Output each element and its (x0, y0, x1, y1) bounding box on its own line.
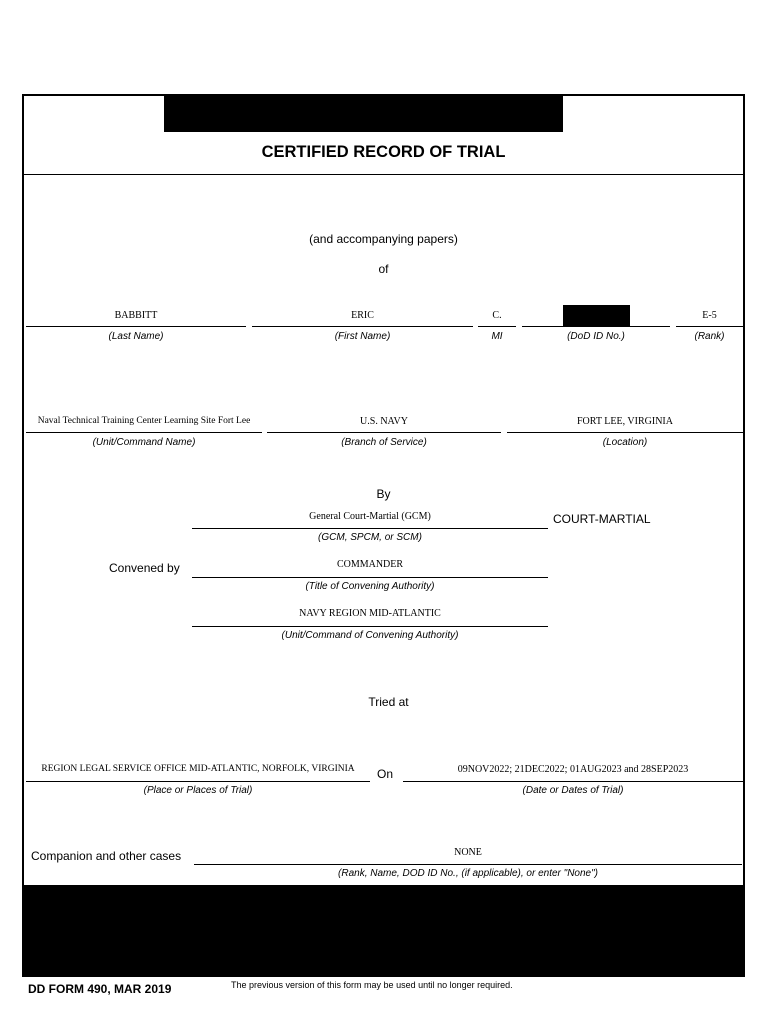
form-title: CERTIFIED RECORD OF TRIAL (261, 143, 506, 161)
first-name-caption: (First Name) (334, 331, 391, 342)
last-name-caption: (Last Name) (108, 331, 164, 342)
companion-cases-caption: (Rank, Name, DOD ID No., (if applicable), or enter "None") (338, 868, 598, 879)
bottom-redaction-block (23, 885, 745, 977)
rank-line (676, 326, 743, 327)
companion-cases-label: Companion and other cases (31, 849, 182, 863)
title-divider (23, 174, 744, 175)
unit-name-line (26, 432, 262, 433)
dod-id-caption: (DoD ID No.) (567, 331, 625, 342)
court-type-field[interactable]: General Court-Martial (GCM) (309, 511, 431, 522)
footer-form-id: DD FORM 490, MAR 2019 (28, 982, 172, 996)
of-text: of (378, 262, 389, 276)
mi-caption: MI (491, 331, 503, 342)
branch-line (267, 432, 501, 433)
court-martial-text: COURT-MARTIAL (553, 512, 651, 526)
court-type-line (192, 528, 548, 529)
branch-caption: (Branch of Service) (341, 437, 427, 448)
last-name-line (26, 326, 246, 327)
trial-place-line (26, 781, 370, 782)
form-subtitle: (and accompanying papers) (309, 232, 458, 246)
branch-field[interactable]: U.S. NAVY (360, 416, 408, 427)
tried-at-text: Tried at (368, 695, 409, 709)
footer-note: The previous version of this form may be used until no longer required. (231, 980, 513, 990)
convening-title-line (192, 577, 548, 578)
last-name-field[interactable]: BABBITT (114, 310, 158, 321)
unit-name-field[interactable]: Naval Technical Training Center Learning Site Fort Lee (37, 416, 251, 426)
trial-dates-line (403, 781, 743, 782)
rank-caption: (Rank) (694, 331, 725, 342)
unit-name-caption: (Unit/Command Name) (92, 437, 196, 448)
mi-line (478, 326, 516, 327)
location-line (507, 432, 743, 433)
location-field[interactable]: FORT LEE, VIRGINIA (577, 416, 673, 427)
first-name-field[interactable]: ERIC (351, 310, 374, 321)
trial-dates-field[interactable]: 09NOV2022; 21DEC2022; 01AUG2023 and 28SEP2023 (457, 764, 689, 775)
trial-dates-caption: (Date or Dates of Trial) (522, 785, 624, 796)
court-type-caption: (GCM, SPCM, or SCM) (318, 532, 422, 543)
trial-place-field[interactable]: REGION LEGAL SERVICE OFFICE MID-ATLANTIC, NORFOLK, VIRGINIA (41, 764, 355, 774)
header-redaction-bar (164, 95, 563, 132)
companion-cases-line (194, 864, 742, 865)
by-text: By (376, 487, 391, 501)
trial-place-caption: (Place or Places of Trial) (143, 785, 253, 796)
convening-title-caption: (Title of Convening Authority) (305, 581, 435, 592)
convening-unit-line (192, 626, 548, 627)
companion-cases-field[interactable]: NONE (454, 847, 482, 858)
rank-field[interactable]: E-5 (702, 310, 717, 321)
dod-id-line (522, 326, 670, 327)
on-text: On (377, 767, 394, 781)
first-name-line (252, 326, 473, 327)
mi-field[interactable]: C. (492, 310, 502, 321)
convened-by-text: Convened by (109, 561, 180, 575)
convening-unit-caption: (Unit/Command of Convening Authority) (281, 630, 459, 641)
convening-title-field[interactable]: COMMANDER (336, 559, 404, 570)
dod-id-redaction (563, 305, 630, 326)
location-caption: (Location) (602, 437, 648, 448)
convening-unit-field[interactable]: NAVY REGION MID-ATLANTIC (299, 608, 441, 619)
